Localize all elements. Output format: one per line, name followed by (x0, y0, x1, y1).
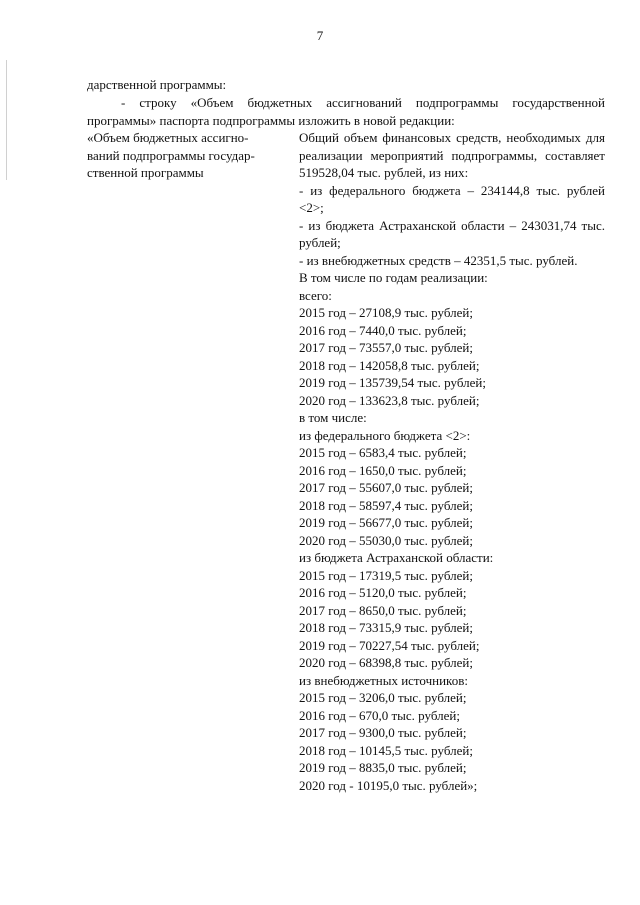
row-label-line: «Объем бюджетных ассигно- (87, 130, 249, 145)
total-heading: всего: (299, 287, 332, 303)
regional-year-line: 2017 год – 8650,0 тыс. рублей; (299, 602, 467, 618)
total-year-line: 2017 год – 73557,0 тыс. рублей; (299, 340, 473, 355)
federal-year-line: 2018 год – 58597,4 тыс. рублей; (299, 497, 473, 513)
regional-year-line: 2020 год – 68398,8 тыс. рублей; (299, 655, 473, 670)
federal-year-line: 2017 год – 55607,0 тыс. рублей; (299, 480, 473, 495)
by-years-heading: В том числе по годам реализации: (299, 270, 488, 285)
federal-year-line: 2016 год – 1650,0 тыс. рублей; (299, 462, 467, 478)
extrabudget-year-line: 2020 год - 10195,0 тыс. рублей»; (299, 777, 478, 793)
funding-summary: Общий объем финансовых средств, необходимых для реализации мероприятий подпрограммы, составляет 519528,04 тыс. рублей, из них: (299, 130, 605, 180)
extrabudget-year-line: 2019 год – 8835,0 тыс. рублей; (299, 760, 467, 775)
page-number: 7 (316, 28, 324, 43)
extrabudget-total: - из внебюджетных средств – 42351,5 тыс. рублей. (299, 252, 578, 268)
regional-year-line: 2018 год – 73315,9 тыс. рублей; (299, 620, 473, 635)
row-label-line: ваний подпрограммы государ- (87, 147, 255, 163)
extrabudget-year-line: 2018 год – 10145,5 тыс. рублей; (299, 742, 473, 758)
row-value (299, 129, 605, 794)
regional-year-line: 2015 год – 17319,5 тыс. рублей; (299, 567, 473, 583)
including-heading: в том числе: (299, 410, 367, 425)
total-year-line: 2018 год – 142058,8 тыс. рублей; (299, 357, 480, 373)
passport-table (87, 129, 605, 794)
federal-heading: из федерального бюджета <2>: (299, 427, 471, 443)
total-year-line: 2019 год – 135739,54 тыс. рублей; (299, 375, 486, 390)
extrabudget-year-line: 2016 год – 670,0 тыс. рублей; (299, 707, 460, 723)
row-label-line: ственной программы (87, 165, 204, 180)
total-year-line: 2015 год – 27108,9 тыс. рублей; (299, 305, 473, 320)
total-year-line: 2016 год – 7440,0 тыс. рублей; (299, 322, 467, 338)
regional-year-line: 2019 год – 70227,54 тыс. рублей; (299, 637, 480, 653)
total-year-line: 2020 год – 133623,8 тыс. рублей; (299, 392, 480, 408)
federal-year-line: 2015 год – 6583,4 тыс. рублей; (299, 445, 467, 460)
extrabudget-year-line: 2017 год – 9300,0 тыс. рублей; (299, 725, 467, 740)
federal-year-line: 2019 год – 56677,0 тыс. рублей; (299, 515, 473, 530)
row-label (87, 129, 287, 794)
regional-heading: из бюджета Астраханской области: (299, 550, 494, 565)
federal-year-line: 2020 год – 55030,0 тыс. рублей; (299, 532, 473, 548)
intro-line-1: дарственной программы: (87, 77, 227, 92)
regional-total: - из бюджета Астраханской области – 243031,74 тыс. рублей; (299, 217, 605, 250)
regional-year-line: 2016 год – 5120,0 тыс. рублей; (299, 585, 467, 600)
extrabudget-year-line: 2015 год – 3206,0 тыс. рублей; (299, 690, 467, 705)
scan-margin-line (6, 60, 7, 180)
extrabudget-heading: из внебюджетных источников: (299, 672, 468, 688)
intro-line-2: - строку «Объем бюджетных ассигнований подпрограммы государственной программы» паспорта подпрограммы изложить в новой редакции: (87, 95, 605, 128)
federal-total: - из федерального бюджета – 234144,8 тыс. рублей <2>; (299, 182, 605, 215)
